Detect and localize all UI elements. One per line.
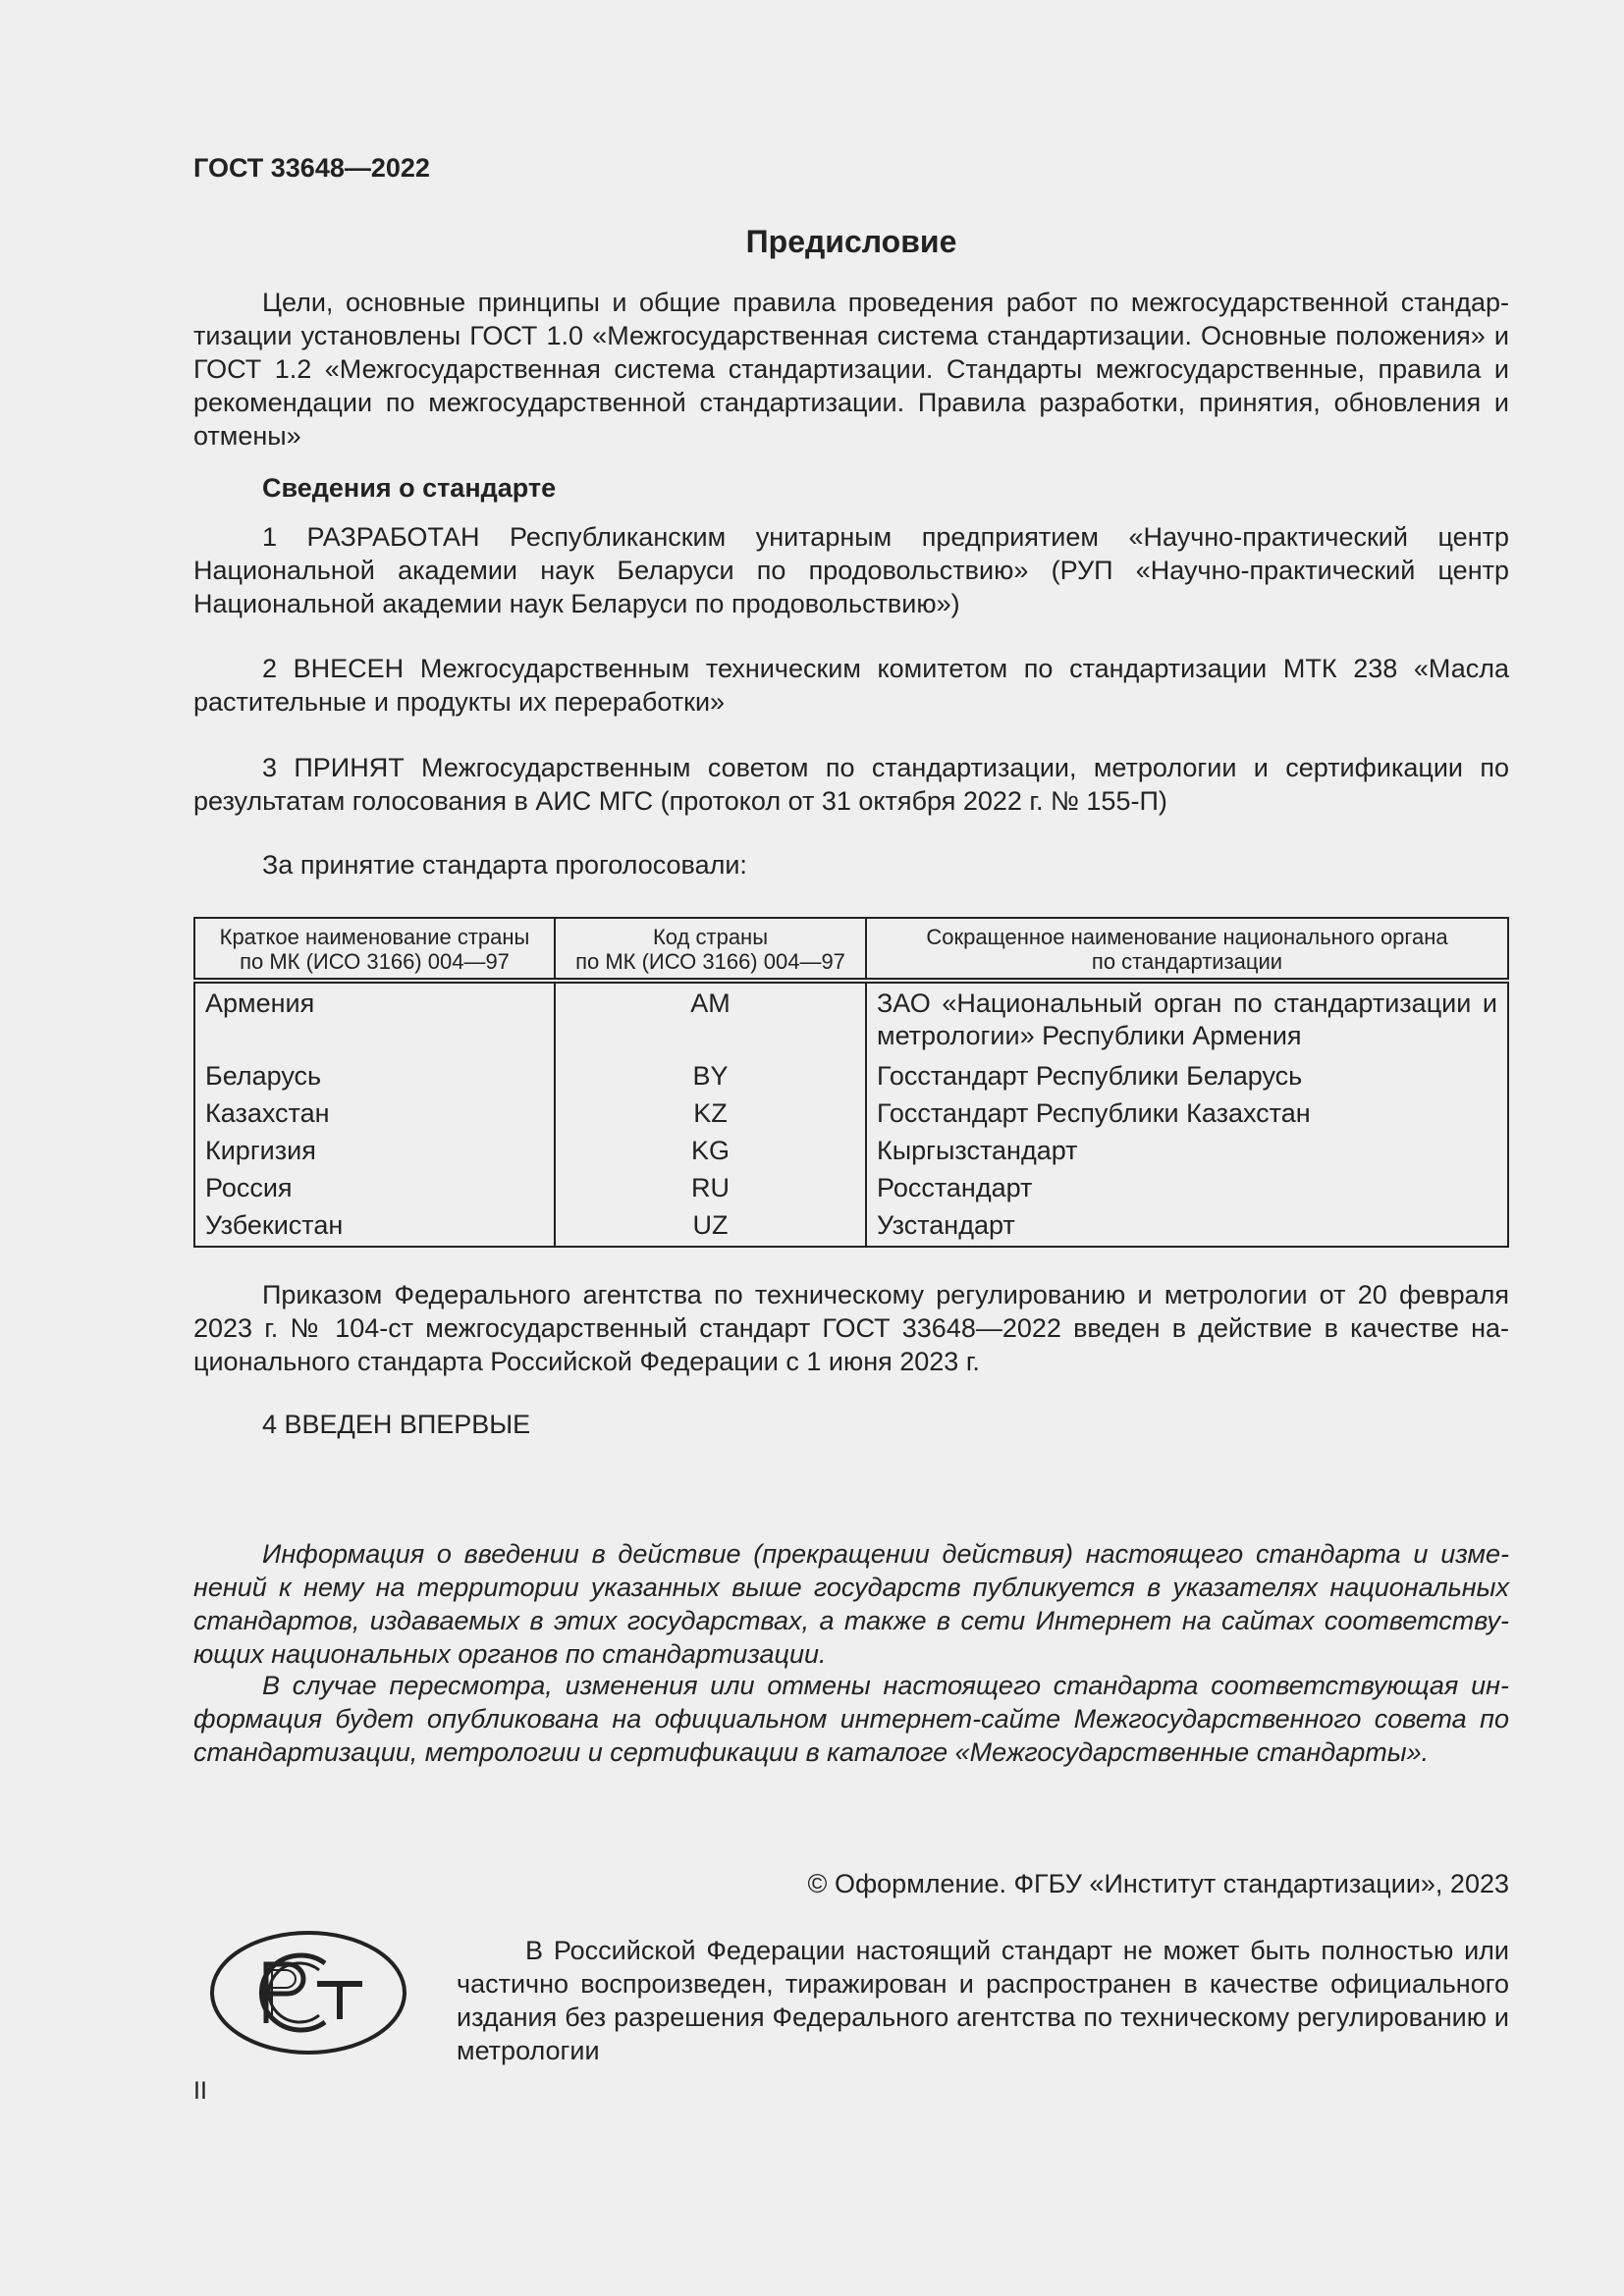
- code-cell: UZ: [555, 1206, 866, 1247]
- table-row: [194, 1169, 1508, 1206]
- code-cell: BY: [555, 1054, 866, 1095]
- table-row: [194, 1206, 1508, 1247]
- rst-certification-mark-icon: [209, 1929, 407, 2056]
- intro-paragraph: Цели, основные принципы и общие правила проведения работ по межгосударственной стандартизации установлены ГОСТ 1.0 «Межгосударственная система стандартизации. Основные положения» и ГОСТ 1.2 «Межгосударственная система стандартизации. Стандарты межгосударственные, правила и рекомендации по межгосударственной стандартизации. Правила разработки, принятия, обновления и отмены»: [193, 288, 1509, 451]
- page-title: Предисловие: [745, 224, 957, 259]
- info-italic-paragraph-1: Информация о введении в действие (прекращении действия) настоящего стандарта и изменений к нему на территории указанных выше государств публикуется в указателях национальных стандартов, издаваемых в этих государствах, а также в сети Интернет на сайтах соответствующих национальных органов по стандартизации.: [193, 1539, 1509, 1669]
- country-cell: Беларусь: [194, 1054, 555, 1095]
- country-cell: Россия: [194, 1169, 555, 1206]
- org-cell: ЗАО «Национальный орган по стандартизации и метрологии» Республики Армения: [877, 988, 1497, 1050]
- org-cell: Росстандарт: [877, 1173, 1033, 1202]
- country-cell: Казахстан: [194, 1095, 555, 1132]
- table-row: [194, 1095, 1508, 1132]
- code-cell: AM: [555, 981, 866, 1054]
- org-cell: Кыргызстандарт: [877, 1136, 1078, 1165]
- info-heading: Сведения о стандарте: [262, 473, 557, 503]
- column-header-code: Код страны по МК (ИСО 3166) 004—97: [555, 918, 866, 981]
- table-row: [194, 1054, 1508, 1095]
- table-row: [194, 981, 1508, 1054]
- country-cell: Армения: [194, 981, 555, 1054]
- voting-table: [193, 917, 1509, 1248]
- org-cell: Госстандарт Республики Казахстан: [877, 1098, 1311, 1128]
- item-first-introduced: 4 ВВЕДЕН ВПЕРВЫЕ: [262, 1410, 531, 1439]
- document-code: ГОСТ 33648—2022: [193, 153, 430, 183]
- table-header-row: [194, 918, 1508, 981]
- voted-label: За принятие стандарта проголосовали:: [262, 850, 747, 880]
- table-row: [194, 1132, 1508, 1169]
- order-paragraph: Приказом Федерального агентства по техническому регулированию и метрологии от 20 февраля 2023 г. № 104-ст межгосударственный стандарт ГОСТ 33648—2022 введен в действие в качестве национального стандарта Российской Федерации с 1 июня 2023 г.: [193, 1280, 1509, 1376]
- code-cell: KZ: [555, 1095, 866, 1132]
- org-cell: Узстандарт: [877, 1210, 1015, 1240]
- org-cell: Госстандарт Республики Беларусь: [877, 1061, 1303, 1091]
- page-number: II: [193, 2077, 207, 2105]
- country-cell: Узбекистан: [194, 1206, 555, 1247]
- item-developed: 1 РАЗРАБОТАН Республиканским унитарным предприятием «Научно-практический центр Национальной академии наук Беларуси по продовольствию» (РУП «Научно-практический центр Национальной академии наук Беларуси по продовольствию»): [193, 522, 1509, 618]
- info-italic-paragraph-2: В случае пересмотра, изменения или отмены настоящего стандарта соответствующая информация будет опубликована на официальном интернет-сайте Межгосударственного совета по стандартизации, метрологии и сертификации в каталоге «Межгосударственные стандарты».: [193, 1671, 1509, 1767]
- country-cell: Киргизия: [194, 1132, 555, 1169]
- copyright-line: © Оформление. ФГБУ «Институт стандартизации», 2023: [807, 1869, 1509, 1898]
- item-adopted: 3 ПРИНЯТ Межгосударственным советом по стандартизации, метрологии и сертификации по результатам голосования в АИС МГС (протокол от 31 октября 2022 г. № 155-П): [193, 753, 1509, 816]
- rights-notice: В Российской Федерации настоящий стандарт не может быть полностью или частично воспроизведен, тиражирован и распространен в качестве официального издания без разрешения Федерального агентства по техническому регулированию и метрологии: [457, 1936, 1509, 2065]
- code-cell: RU: [555, 1169, 866, 1206]
- column-header-org: Сокращенное наименование национального органа по стандартизации: [866, 918, 1508, 981]
- code-cell: KG: [555, 1132, 866, 1169]
- item-submitted: 2 ВНЕСЕН Межгосударственным техническим комитетом по стандартизации МТК 238 «Масла растительные и продукты их переработки»: [193, 654, 1509, 717]
- column-header-country: Краткое наименование страны по МК (ИСО 3166) 004—97: [194, 918, 555, 981]
